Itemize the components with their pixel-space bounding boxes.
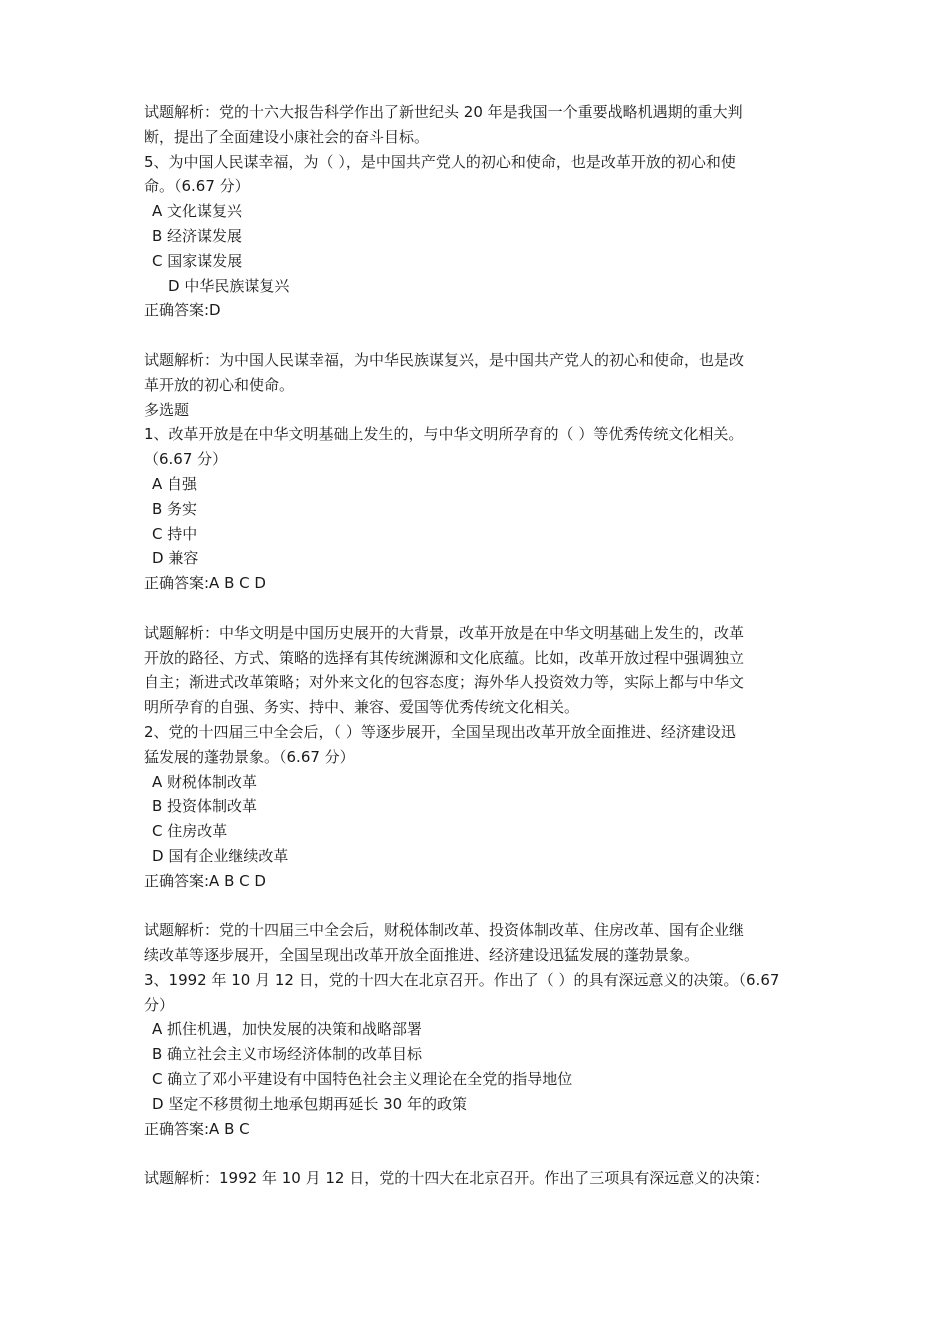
text-line: 分） — [144, 995, 175, 1014]
explanation: 试题解析：1992 年 10 月 12 日，党的十四大在北京召开。作出了三项具有深远意义的决策： — [144, 1169, 770, 1188]
answer-option: C 住房改革 — [152, 822, 228, 841]
spacer — [144, 1141, 824, 1166]
answer-option: B 投资体制改革 — [152, 797, 258, 816]
answer-option: A 抓住机遇，加快发展的决策和战略部署 — [152, 1020, 423, 1039]
answer-option: D 坚定不移贯彻土地承包期再延长 30 年的政策 — [152, 1094, 467, 1113]
correct-answer: 正确答案:D — [144, 301, 221, 320]
answer-option: B 确立社会主义市场经济体制的改革目标 — [152, 1045, 423, 1064]
text-line: 3、1992 年 10 月 12 日，党的十四大在北京召开。作出了（ ）的具有深远意义的决策。（6.67 — [144, 970, 780, 989]
text-line: 命。（6.67 分） — [144, 177, 250, 196]
answer-option: A 财税体制改革 — [152, 772, 258, 791]
answer-option: C 持中 — [152, 524, 198, 543]
answer-option: D 兼容 — [152, 549, 199, 568]
text-line: 开放的路径、方式、策略的选择有其传统渊源和文化底蕴。比如，改革开放过程中强调独立 — [144, 648, 745, 667]
document-page — [144, 100, 824, 1191]
answer-option: D 中华民族谋复兴 — [168, 276, 290, 295]
answer-option: A 文化谋复兴 — [152, 202, 243, 221]
answer-option: C 确立了邓小平建设有中国特色社会主义理论在全党的指导地位 — [152, 1070, 573, 1089]
explanation: 试题解析：中华文明是中国历史展开的大背景，改革开放是在中华文明基础上发生的，改革 — [144, 623, 745, 642]
text-line: 2、党的十四届三中全会后，（ ）等逐步展开，全国呈现出改革开放全面推进、经济建设迅 — [144, 722, 736, 741]
spacer — [144, 894, 824, 919]
text-line: 明所孕育的自强、务实、持中、兼容、爱国等优秀传统文化相关。 — [144, 698, 580, 717]
text-line: 革开放的初心和使命。 — [144, 375, 295, 394]
answer-option: A 自强 — [152, 474, 198, 493]
text-line: （6.67 分） — [144, 450, 228, 469]
text-line: 5、为中国人民谋幸福，为（ ），是中国共产党人的初心和使命，也是改革开放的初心和使 — [144, 152, 736, 171]
answer-option: B 经济谋发展 — [152, 226, 243, 245]
text-line: 断，提出了全面建设小康社会的奋斗目标。 — [144, 127, 430, 146]
spacer — [144, 596, 824, 621]
correct-answer: 正确答案:A B C D — [144, 574, 266, 593]
text-line: 自主；渐进式改革策略；对外来文化的包容态度；海外华人投资效力等，实际上都与中华文 — [144, 673, 745, 692]
answer-option: D 国有企业继续改革 — [152, 846, 289, 865]
text-line: 猛发展的蓬勃景象。（6.67 分） — [144, 747, 355, 766]
correct-answer: 正确答案:A B C — [144, 1119, 250, 1138]
explanation: 试题解析：党的十四届三中全会后，财税体制改革、投资体制改革、住房改革、国有企业继 — [144, 921, 745, 940]
explanation: 试题解析：党的十六大报告科学作出了新世纪头 20 年是我国一个重要战略机遇期的重大判 — [144, 103, 743, 121]
explanation: 试题解析：为中国人民谋幸福，为中华民族谋复兴，是中国共产党人的初心和使命，也是改 — [144, 350, 745, 369]
correct-answer: 正确答案:A B C D — [144, 871, 266, 890]
answer-option: C 国家谋发展 — [152, 251, 243, 270]
section-heading: 多选题 — [144, 400, 190, 419]
spacer — [144, 323, 824, 348]
answer-option: B 务实 — [152, 499, 198, 518]
text-line: 1、改革开放是在中华文明基础上发生的，与中华文明所孕育的（ ）等优秀传统文化相关。 — [144, 425, 744, 444]
text-line: 续改革等逐步展开，全国呈现出改革开放全面推进、经济建设迅猛发展的蓬勃景象。 — [144, 946, 700, 965]
